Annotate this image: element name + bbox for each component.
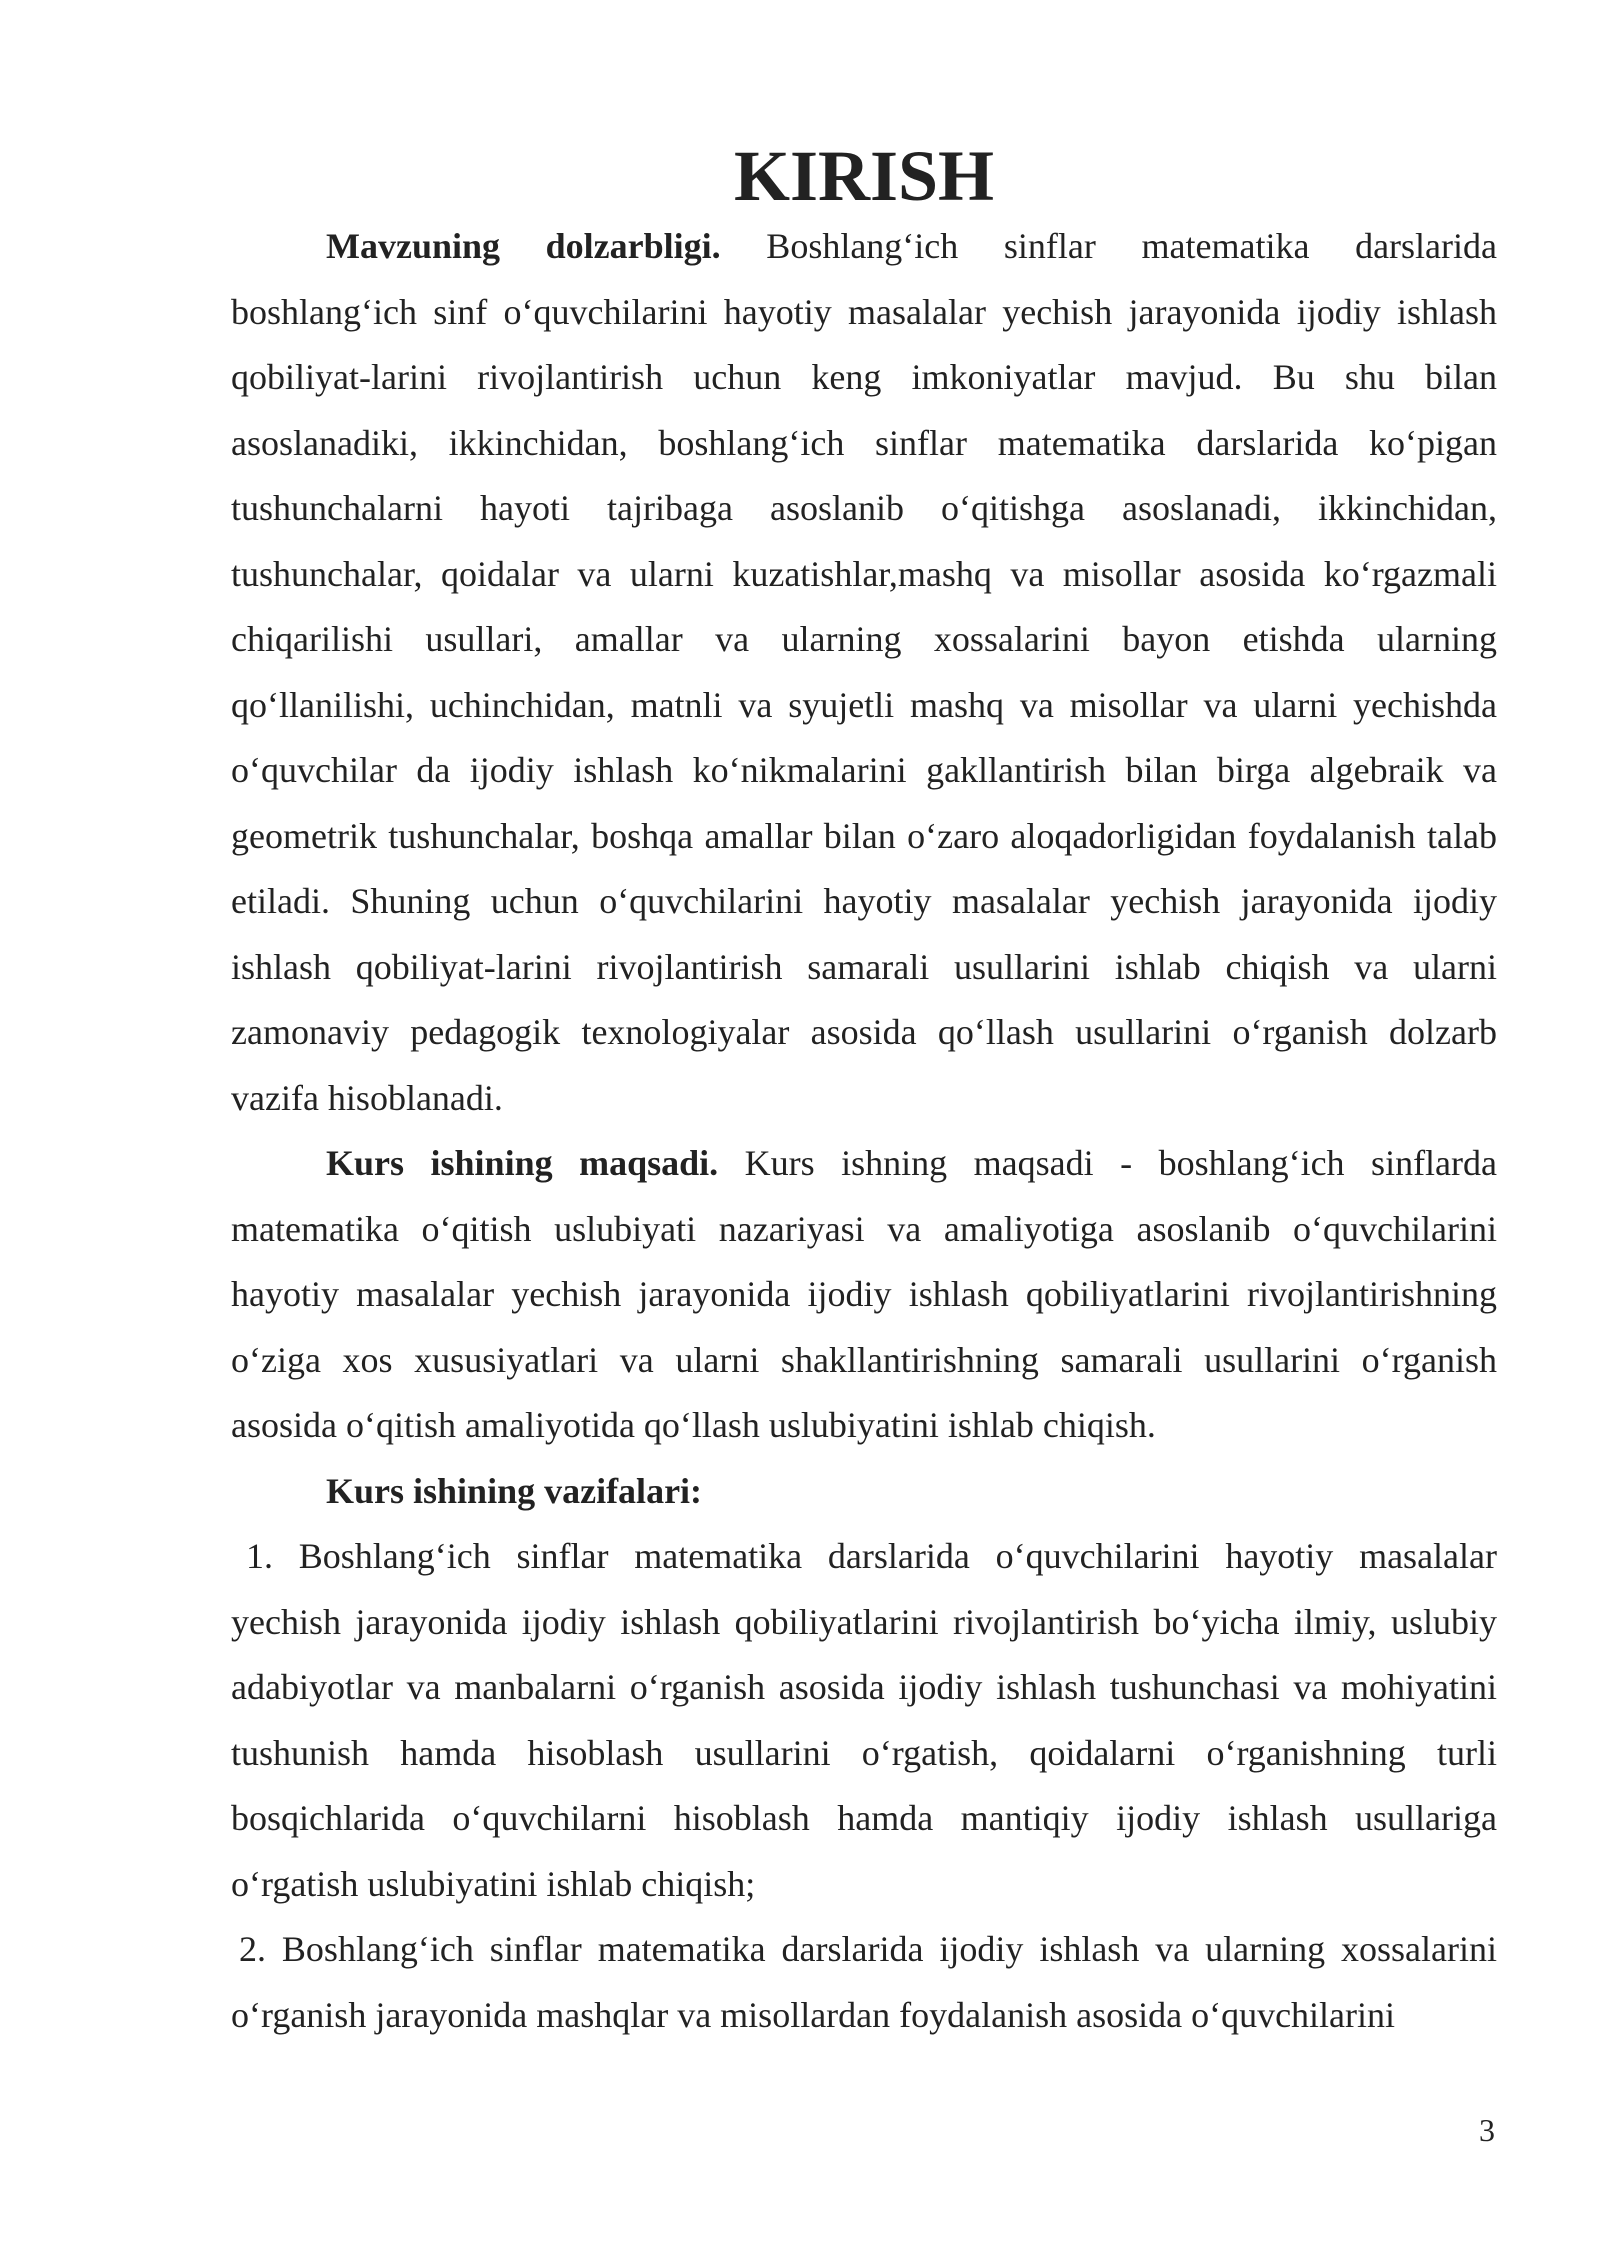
task-item-2: 2. Boshlang‘ich sinflar matematika darslarida ijodiy ishlash va ularning xossalarini o‘rganish jarayonida mashqlar va misollardan foydalanish asosida o‘quvchilarini bbox=[231, 1929, 1497, 2035]
relevance-lead: Mavzuning dolzarbligi. bbox=[326, 226, 721, 266]
goal-paragraph bbox=[231, 1131, 1497, 1459]
page-title: KIRISH bbox=[733, 136, 995, 216]
relevance-paragraph bbox=[231, 214, 1497, 1131]
tasks-heading: Kurs ishining vazifalari: bbox=[326, 1470, 703, 1511]
relevance-text: Boshlang‘ich sinflar matematika darslarida boshlang‘ich sinf o‘quvchilarini hayotiy masalalar yechish jarayonida ijodiy ishlash qobiliyat-larini rivojlantirish uchun keng imkoniyatlar mavjud. Bu shu bilan asoslanadiki, ikkinchidan, boshlang‘ich sinflar matematika darslarida ko‘pigan tushunchalarni hayoti tajribaga asoslanib o‘qitishga asoslanadi, ikkinchidan, tushunchalar, qoidalar va ularni kuzatishlar,mashq va misollar asosida ko‘rgazmali chiqarilishi usullari, amallar va ularning xossalarini bayon etishda ularning qo‘llanilishi, uchinchidan, matnli va syujetli mashq va misollar va ularni yechishda o‘quvchilar da ijodiy ishlash ko‘nikmalarini gakllantirish bilan birga algebraik va geometrik tushunchalar, boshqa amallar bilan o‘zaro aloqadorligidan foydalanish talab etiladi. Shuning uchun o‘quvchilarini hayotiy masalalar yechish jarayonida ijodiy ishlash qobiliyat-larini rivojlantirish samarali usullarini ishlab chiqish va ularni zamonaviy pedagogik texnologiyalar asosida qo‘llash usullarini o‘rganish dolzarb vazifa hisoblanadi. bbox=[231, 226, 1497, 1118]
task-item-1: 1. Boshlang‘ich sinflar matematika darslarida o‘quvchilarini hayotiy masalalar yechish jarayonida ijodiy ishlash qobiliyatlarini rivojlantirish bo‘yicha ilmiy, uslubiy adabiyotlar va manbalarni o‘rganish asosida ijodiy ishlash tushunchasi va mohiyatini tushunish hamda hisoblash usullarini o‘rgatish, qoidalarni o‘rganishning turli bosqichlarida o‘quvchilarni hisoblash hamda mantiqiy ijodiy ishlash usullariga o‘rgatish uslubiyatini ishlab chiqish; bbox=[231, 1536, 1497, 1904]
page-number: 3 bbox=[1479, 2112, 1495, 2148]
goal-lead: Kurs ishining maqsadi. bbox=[326, 1143, 719, 1183]
page-content bbox=[231, 136, 1498, 2048]
goal-text: Kurs ishning maqsadi - boshlang‘ich sinflarda matematika o‘qitish uslubiyati nazariyasi va amaliyotiga asoslanib o‘quvchilarini hayotiy masalalar yechish jarayonida ijodiy ishlash qobiliyatlarini rivojlantirishning o‘ziga xos xususiyatlari va ularni shakllantirishning samarali usullarini o‘rganish asosida o‘qitish amaliyotida qo‘llash uslubiyatini ishlab chiqish. bbox=[231, 1143, 1498, 1445]
